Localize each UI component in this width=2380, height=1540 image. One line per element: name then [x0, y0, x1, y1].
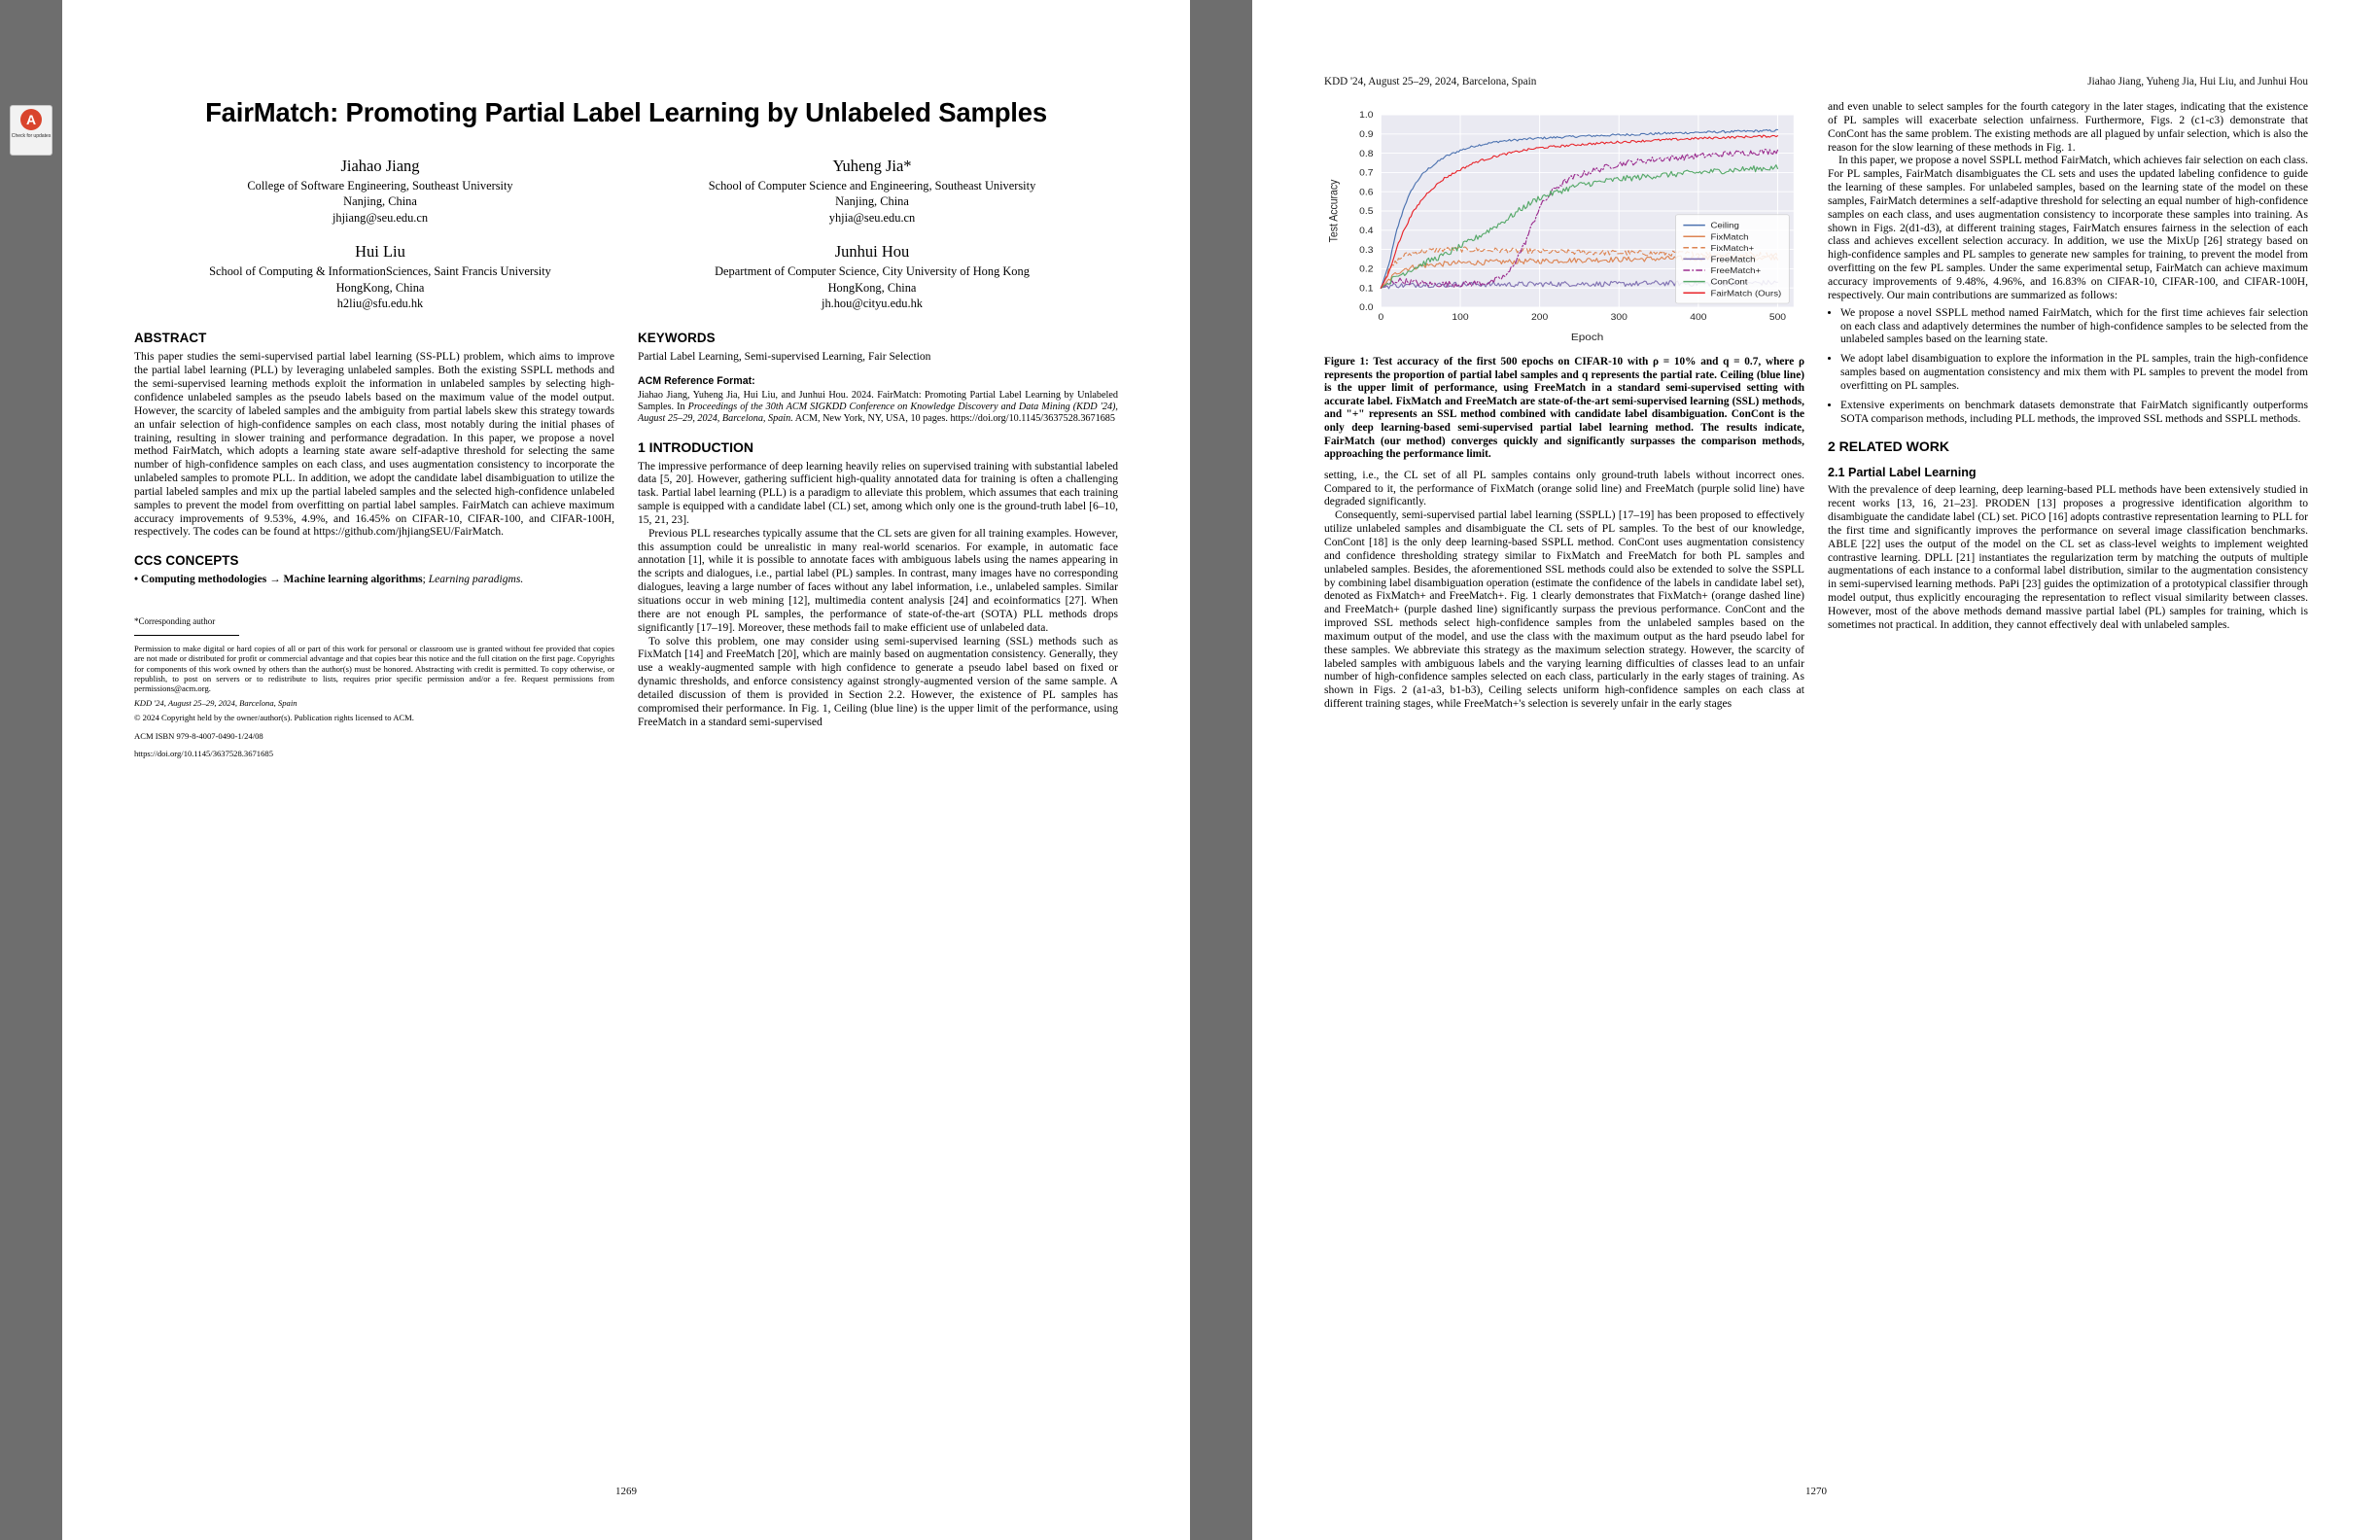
- running-head-left: KDD '24, August 25–29, 2024, Barcelona, Spain: [1324, 76, 1537, 88]
- corresponding-author-note: *Corresponding author: [134, 616, 216, 627]
- paper-title: FairMatch: Promoting Partial Label Learning by Unlabeled Samples: [205, 97, 1047, 127]
- page-right: [1252, 0, 2380, 1540]
- legend-label: FairMatch (Ours): [1710, 288, 1782, 298]
- list-item: • We adopt label disambiguation to explore the information in the PL samples, train the high-confidence samples based on augmentation consistency and mix them with PL samples to prevent the model from overfitting on PL samples.: [1840, 353, 2308, 394]
- acmref-italic: Proceedings of the 30th ACM SIGKDD Conference on Knowledge Discovery and Data Mining (KDD '24), August 25–29, 2024, Barcelona, Spain.: [638, 402, 1118, 425]
- author-affiliation: School of Computer Science and Engineering, Southeast University: [708, 179, 1036, 192]
- author-location: Nanjing, China: [835, 194, 909, 209]
- copyright-line-2: ACM ISBN 979-8-4007-0490-1/24/08: [134, 730, 263, 741]
- author-name: Junhui Hou: [834, 242, 910, 262]
- page-number-left: 1269: [615, 1486, 637, 1497]
- y-axis-tick-label: 0.3: [1359, 245, 1374, 256]
- introduction-heading: 1 INTRODUCTION: [638, 438, 753, 455]
- y-axis-tick-label: 0.8: [1359, 149, 1374, 159]
- acm-reference-text: [638, 390, 1118, 425]
- y-axis-tick-label: 0.7: [1359, 168, 1374, 179]
- intro-paragraph-2: Previous PLL researches typically assume that the CL sets are given for all training examples. However, this assumption could be unrealistic in many real-world scenarios. For example, in automatic face annotation [1], while it is possible to annotate faces with ambiguous labels using the names appearing in the scripts and dialogues, i.e., partial label (PL) samples. In contrast, many images have no corresponding dialogues, leaving a large number of faces without any label information, i.e., unlabeled samples. Similar situations occur in web mining [12], multimedia content analysis [24] and ecoinformatics [27]. When there are not enough PL samples, the performance of state-of-the-art (SOTA) PLL methods drops significantly [17–19]. Moreover, these methods fail to make efficient use of unlabeled data.: [638, 527, 1118, 634]
- y-axis-tick-label: 0.9: [1359, 129, 1374, 140]
- page-left: [62, 0, 1190, 1540]
- author-name: Hui Liu: [355, 242, 405, 262]
- rp-left-paragraph-2: Consequently, semi-supervised partial label learning (SSPLL) [17–19] has been proposed to effectively utilize unlabeled samples and disambiguate the CL sets of PL samples. To the best of our knowledge, ConCont [18] is the only deep learning-based SSPLL method. ConCont uses augmentation consistency and confidence thresholding strategy similar to FixMatch and FreeMatch for both PL samples and unlabeled samples. Besides, the aforementioned SSL methods could also be extended to solve the SSPLL by combining label disambiguation operation (estimate the confidence of the labels in candidate label set), denoted as FixMatch+ and FreeMatch+. Fig. 1 clearly demonstrates that FixMatch+ (orange dashed line) and FreeMatch+ (purple dashed line) significantly surpass the previous performance. ConCont and the improved SSL methods select high-confidence samples from the unlabeled samples based on the maximum output of the model, and use the class with the maximum output as the hard pseudo label for these samples. We abbreviate this strategy as the maximum selection strategy. However, the scarcity of labeled samples with ambiguous labels and the varying learning difficulties of classes lead to an unfair number of high-confidence samples selected on each class, particularly in the early stages of training. As shown in Figs. 2 (a1-a3, b1-b3), Ceiling selects uniform high-confidence samples on each class at different training stages, while FreeMatch+'s selection is severely unfair in the early stages: [1324, 509, 1804, 711]
- x-axis-tick-label: 0: [1378, 312, 1384, 323]
- author-location: Nanjing, China: [343, 194, 417, 209]
- test-accuracy-chart: [1324, 105, 1804, 348]
- x-axis-tick-label: 100: [1452, 312, 1469, 323]
- copyright-line-1: © 2024 Copyright held by the owner/author(s). Publication rights licensed to ACM.: [134, 713, 414, 723]
- column-right: [1828, 101, 2308, 712]
- ccs-concept-italic: Learning paradigms.: [428, 574, 524, 586]
- keywords-heading: KEYWORDS: [638, 331, 716, 346]
- author-hui-liu: [134, 241, 626, 311]
- author-affiliation: Department of Computer Science, City University of Hong Kong: [715, 264, 1030, 279]
- column-right: [638, 331, 1118, 757]
- x-axis-tick-label: 500: [1768, 312, 1787, 323]
- check-for-updates-badge[interactable]: [10, 105, 52, 156]
- y-axis-tick-label: 0.2: [1359, 264, 1374, 275]
- rp-left-paragraph-1: setting, i.e., the CL set of all PL samples contains only ground-truth labels without incorrect ones. Compared to it, the performance of FixMatch (orange solid line) and FreeMatch (purple solid line) have degraded significantly.: [1324, 469, 1804, 508]
- figure-1-caption: Figure 1: Test accuracy of the first 500 epochs on CIFAR-10 with ρ = 10% and q = 0.7, where ρ represents the proportion of partial label samples and q represents the partial rate. Ceiling (blue line) is the upper limit of performance, using FreeMatch in a standard semi-supervised setting with accurate label. FixMatch and FreeMatch are state-of-the-art semi-supervised learning (SSL) methods, and "+" represents an SSL method combined with candidate label disambiguation. ConCont is the only deep learning-based semi-supervised partial label learning method. The results indicate, FairMatch (our method) converges quickly and significantly surpasses the comparison methods, approaching the performance limit.: [1324, 356, 1804, 461]
- figure-1: [1324, 105, 1804, 462]
- y-axis-tick-label: 0.6: [1359, 187, 1374, 198]
- legend-label: FixMatch: [1710, 231, 1749, 242]
- two-column-body: [1324, 101, 2308, 712]
- intro-paragraph-3: To solve this problem, one may consider using semi-supervised learning (SSL) methods such as FixMatch [14] and FreeMatch [20], which are mainly based on augmentation consistency. Generally, they use a weakly-augmented sample with high confidence to generate a pseudo label based on fixed or dynamic thresholds, and enforce consistency against strongly-augmented version of the same sample. A detailed discussion of them is provided in Section 2.2. However, the existence of PL samples has compromised their performance. In Fig. 1, Ceiling (blue line) is the upper limit of the performance, using FreeMatch in a standard semi-supervised: [638, 635, 1118, 728]
- keywords-text: Partial Label Learning, Semi-supervised Learning, Fair Selection: [638, 351, 931, 364]
- y-axis-tick-label: 0.0: [1359, 302, 1374, 314]
- abstract-text: This paper studies the semi-supervised partial label learning (SS-PLL) problem, which aims to improve the partial label learning (PLL) by leveraging unlabeled samples. Both the existing SSPLL methods and the semi-supervised learning methods exploit the information in unlabeled samples by selecting high-confidence unlabeled samples as the pseudo labels based on the maximum value of the model output. However, the scarcity of labeled samples and the ambiguity from partial labels skew this strategy towards an unfair selection of high-confidence samples on each class, most notably during the initial phases of training, resulting in slower training and performance degradation. In this paper, we propose a novel method FairMatch, which adopts a learning state aware self-adaptive threshold for selecting the same number of high-confidence samples on each class, and uses augmentation consistency to incorporate the unlabeled samples to promote PLL. In addition, we adopt the candidate label disambiguation to utilize the partial labeled samples and mix up the partial labeled samples and the selected high-confidence unlabeled samples to prevent the model from overfitting on partial label samples. FairMatch can achieve maximum accuracy improvements of 9.53%, 4.9%, and 16.45% on CIFAR-10, CIFAR-100, and CIFAR-100H, respectively. The codes can be found at https://github.com/jhjiangSEU/FairMatch.: [134, 351, 614, 539]
- column-left: [134, 331, 614, 757]
- two-column-body: [134, 331, 1118, 757]
- copyright-permission: Permission to make digital or hard copies of all or part of this work for personal or classroom use is granted without fee provided that copies are not made or distributed for profit or commercial advantage and that copies bear this notice and the full citation on the first page. Copyrights for components of this work owned by others than the author(s) must be honored. Abstracting with credit is permitted. To copy otherwise, or republish, to post on servers or to redistribute to lists, requires prior specific permission and/or a fee. Request permissions from permissions@acm.org.: [134, 644, 614, 693]
- chart-svg: [1324, 105, 1804, 348]
- intro-paragraph-1: The impressive performance of deep learning heavily relies on supervised training with substantial labeled data [5, 20]. However, gathering sufficient high-quality annotated data for training is often a challenging task. Partial label learning (PLL) is a paradigm to alleviate this problem, which assumes that each training sample is equipped with a candidate label (CL) set, among which only one is the ground-truth label [6–10, 15, 21, 23].: [638, 460, 1118, 526]
- rp-right-paragraph-3: With the prevalence of deep learning, deep learning-based PLL methods have been extensively studied in recent works [13, 16, 21–23]. PRODEN [13] proposes a progressive identification algorithm to disambiguate the candidate label (CL) set. PiCO [16] adopts contrastive representation learning to PLL for the first time and significantly improves the performance on several image classification benchmarks. ABLE [22] uses the output of the model on the CL set as class-level weights to implement weighted contrastive learning. DPLL [21] instantiates the regularization term by matching the outputs of multiple augmentations of each instance to a conformal label distribution, similar to the augmentation consistency in semi-supervised learning methods. PaPi [23] guides the optimization of a prototypical classifier through model output, thus explicitly encouraging the representation to reflect visual similarity between classes. However, most of the above methods demand massive partial label (PL) samples for training, which is sometimes not practical. In addition, they cannot effectively deal with unlabeled samples.: [1828, 484, 2308, 631]
- contributions-list: [1828, 307, 2308, 427]
- author-email[interactable]: jh.hou@cityu.edu.hk: [822, 297, 923, 311]
- legend-label: Ceiling: [1710, 221, 1739, 230]
- footnote-divider: [134, 635, 239, 636]
- author-location: HongKong, China: [827, 280, 917, 295]
- x-axis-tick-label: 300: [1610, 312, 1628, 323]
- page-number-right: 1270: [1805, 1486, 1827, 1497]
- list-item: • Extensive experiments on benchmark datasets demonstrate that FairMatch significantly outperforms SOTA comparison methods, including PLL methods, the improved SSL methods and SSPLL methods.: [1840, 400, 2308, 427]
- rp-right-paragraph-2: In this paper, we propose a novel SSPLL method FairMatch, which achieves fair selection on each class. For PL samples, FairMatch disambiguates the CL sets and uses the updated labeling confidence to guide the learning of these samples. For unlabeled samples, based on the learning state of the model on these samples, FairMatch determines a self-adaptive threshold for selecting an equal number of high-confidence samples on each class, and uses augmentation consistency to incorporate these samples into training. As shown in Figs. 2(d1-d3), at different training stages, FairMatch ensures fairness in the selection of each class and achieves excellent selection accuracy. In addition, we use the MixUp [26] strategy based on high-confidence samples and PL samples to generate new samples for training, to prevent the model from overfitting on the few PL samples. Under the same experimental setup, FairMatch can achieve maximum accuracy improvements of 9.48%, 4.96%, and 16.83% on CIFAR-10, CIFAR-100, and CIFAR-100H, respectively. Our main contributions are summarized as follows:: [1828, 155, 2308, 301]
- copyright-conference: KDD '24, August 25–29, 2024, Barcelona, Spain: [134, 698, 298, 709]
- related-work-heading: 2 RELATED WORK: [1828, 438, 1949, 455]
- author-affiliation: College of Software Engineering, Southeast University: [247, 179, 513, 192]
- y-axis-tick-label: 1.0: [1359, 110, 1374, 122]
- author-email[interactable]: jhjiang@seu.edu.cn: [332, 210, 429, 225]
- ccs-concepts-item: • Computing methodologies → Machine learning algorithms; Learning paradigms.: [134, 574, 524, 586]
- acmref-part1: Jiahao Jiang, Yuheng Jia, Hui Liu, and Junhui Hou. 2024. FairMatch: Promoting Partial Label Learning by Unlabeled Samples. In: [638, 390, 1118, 413]
- author-name: Yuheng Jia*: [832, 157, 912, 175]
- legend-label: ConCont: [1710, 277, 1748, 287]
- check-for-updates-label: Check for updates: [11, 133, 52, 139]
- y-axis-tick-label: 0.1: [1359, 283, 1374, 295]
- partial-label-learning-heading: 2.1 Partial Label Learning: [1828, 466, 1977, 480]
- y-axis-title: Test Accuracy: [1327, 179, 1341, 243]
- y-axis-tick-label: 0.5: [1359, 206, 1374, 218]
- column-left: [1324, 101, 1804, 712]
- abstract-heading: ABSTRACT: [134, 331, 207, 346]
- author-yuheng-jia: [626, 156, 1118, 226]
- author-junhui-hou: [626, 241, 1118, 311]
- y-axis-tick-label: 0.4: [1359, 226, 1374, 236]
- rp-right-paragraph-1: and even unable to select samples for the fourth category in the later stages, indicating that the existence of PL samples will exacerbate selection unfairness. Furthermore, Figs. 2 (c1-c3) demonstrate that ConCont has the same problem. The existing methods are all plagued by unfair selection, which is also the reason for the slow learning of these methods in Fig. 1.: [1828, 101, 2308, 154]
- legend-label: FixMatch+: [1710, 243, 1755, 253]
- author-jiahao-jiang: [134, 156, 626, 226]
- x-axis-title: Epoch: [1570, 332, 1604, 343]
- author-block: [134, 156, 1118, 311]
- acm-reference-heading: ACM Reference Format:: [638, 375, 755, 388]
- copyright-doi[interactable]: https://doi.org/10.1145/3637528.3671685: [134, 748, 273, 758]
- x-axis-tick-label: 400: [1690, 312, 1707, 323]
- author-email[interactable]: yhjia@seu.edu.cn: [828, 210, 916, 225]
- legend-label: FreeMatch: [1710, 254, 1756, 264]
- acmref-part2: ACM, New York, NY, USA, 10 pages. https://doi.org/10.1145/3637528.3671685: [792, 413, 1115, 425]
- legend-label: FreeMatch+: [1710, 265, 1762, 275]
- running-head: [1324, 76, 2308, 88]
- ccs-heading: CCS CONCEPTS: [134, 553, 239, 569]
- x-axis-tick-label: 200: [1531, 312, 1549, 323]
- running-head-right: Jiahao Jiang, Yuheng Jia, Hui Liu, and Junhui Hou: [2087, 76, 2308, 88]
- list-item: • We propose a novel SSPLL method named FairMatch, which for the first time achieves fair selection on each class and adaptively determines the number of high-confidence samples to be selected from the unlabeled samples based on the learning state.: [1840, 307, 2308, 348]
- author-location: HongKong, China: [335, 280, 425, 295]
- author-affiliation: School of Computing & InformationSciences, Saint Francis University: [209, 264, 551, 279]
- ccs-concept-bold: • Computing methodologies → Machine learning algorithms: [134, 574, 423, 586]
- author-name: Jiahao Jiang: [340, 157, 420, 175]
- adobe-updates-icon: A: [20, 109, 42, 130]
- author-email[interactable]: h2liu@sfu.edu.hk: [336, 297, 424, 311]
